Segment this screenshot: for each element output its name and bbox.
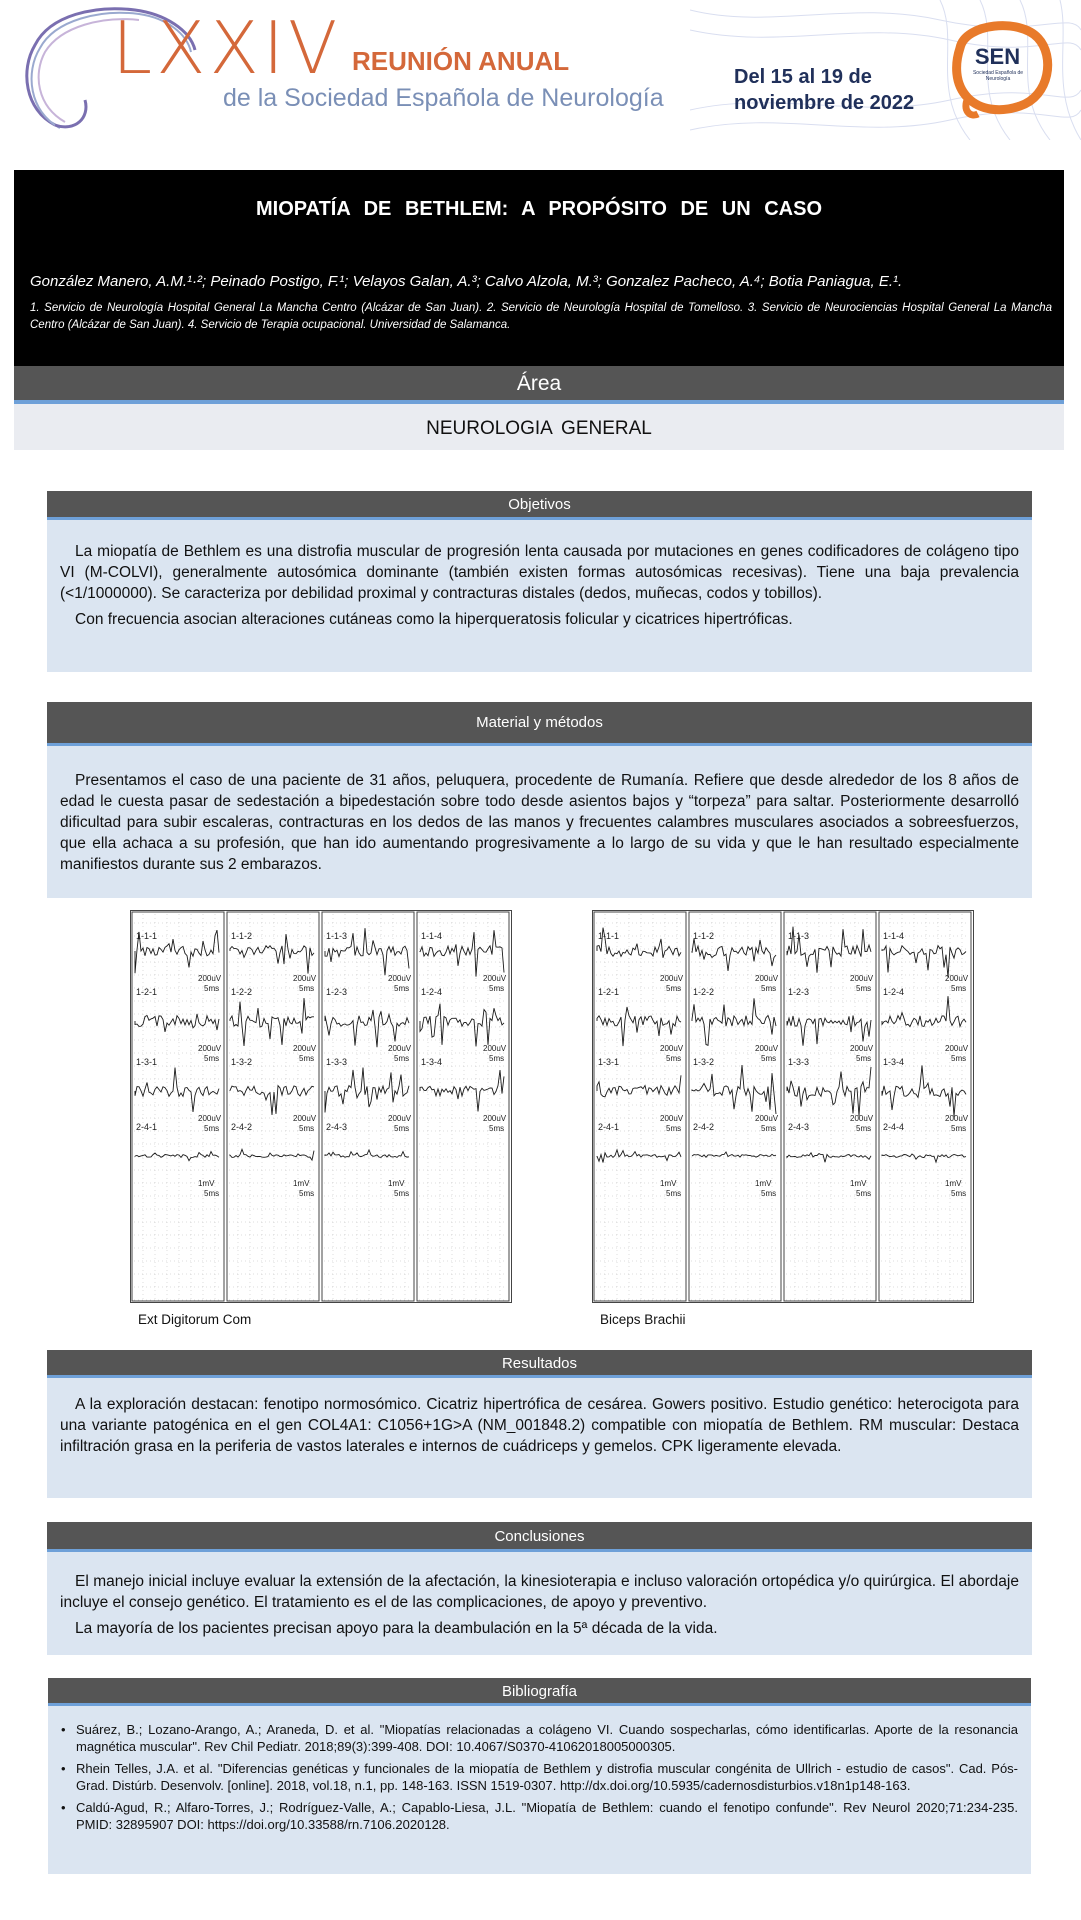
bibliography-item: • Suárez, B.; Lozano-Arango, A.; Araneda, D. et al. "Miopatías relacionadas a colágeno VI. Cuando sospecharlas, cómo identificarlas. Aporte de la resonancia magnética muscular". Rev Chil Pediatr. 2018;89(3):399-408. DOI: 10.4067/S0370-41062018005000305.: [61, 1721, 1018, 1755]
emg-scale-label: 200uV: [388, 974, 412, 983]
conference-banner: [0, 0, 1081, 140]
emg-time-label: 5ms: [204, 1189, 220, 1198]
affiliations: 1. Servicio de Neurología Hospital General La Mancha Centro (Alcázar de San Juan). 2. Servicio de Neurología Hospital de Tomelloso. 3. Servicio de Neurociencias Hospital General La Mancha Centro (Alcázar de San Juan). 4. Servicio de Terapia ocupacional. Universidad de Salamanca.: [30, 302, 1052, 331]
poster-title: MIOPATÍA DE BETHLEM: A PROPÓSITO DE UN CASO: [255, 198, 823, 220]
emg-scale-label: 200uV: [198, 1114, 222, 1123]
emg-channel-label: 1-3-2: [693, 1057, 715, 1067]
meeting-dates: [734, 64, 934, 116]
emg-scale-label: 200uV: [945, 1044, 969, 1053]
conclusiones-body: [47, 1552, 1032, 1655]
emg-channel-label: 2-4-4: [883, 1122, 905, 1132]
emg-time-label: 5ms: [394, 1189, 410, 1198]
emg-trace: [597, 1150, 681, 1163]
objetivos-body: [47, 520, 1032, 672]
emg-scale-label: 200uV: [483, 1114, 507, 1123]
emg-column-frame: [322, 912, 414, 1301]
emg-channel-label: 2-4-3: [326, 1122, 348, 1132]
material-header: Material y métodos: [47, 702, 1032, 746]
society-name: de la Sociedad Española de Neurología: [223, 84, 664, 112]
emg-channel-label: 1-2-1: [136, 987, 158, 997]
conclusiones-paragraph-2: La mayoría de los pacientes precisan apoyo para la deambulación en la 5ª década de la vida.: [75, 1620, 718, 1637]
emg-scale-label: 200uV: [660, 1044, 684, 1053]
emg-channel-label: 1-1-3: [788, 931, 810, 941]
emg-trace: [135, 1068, 219, 1113]
figure-caption-left: Ext Digitorum Com: [138, 1312, 252, 1327]
title-block: [14, 170, 1064, 366]
emg-time-label: 5ms: [951, 1054, 967, 1063]
emg-channel-label: 1-1-1: [136, 931, 158, 941]
bibliografia-body: [48, 1706, 1031, 1874]
emg-scale-label: 200uV: [388, 1114, 412, 1123]
emg-trace: [787, 1067, 871, 1116]
area-header: Área: [14, 366, 1064, 404]
resultados-body: [47, 1378, 1032, 1498]
emg-channel-label: 1-1-4: [421, 931, 443, 941]
emg-trace: [787, 1016, 871, 1046]
emg-channel-label: 2-4-1: [136, 1122, 158, 1132]
emg-channel-label: 1-1-1: [598, 931, 620, 941]
emg-trace: [135, 1152, 219, 1161]
resultados-paragraph-1: A la exploración destacan: fenotipo normosómico. Cicatriz hipertrófica de cesárea. Gowers positivo. Estudio genético: heterocigota para una variante patogénica en el gen COL4A1: C1056+1G>A (NM_001848.2) compatible con miopatía de Bethlem. RM muscular: Destaca infiltración grasa en la periferia de vastos laterales e internos de cuádriceps y gemelos. CPK ligeramente elevada.: [60, 1396, 1019, 1455]
emg-channel-label: 1-3-1: [136, 1057, 158, 1067]
emg-channel-label: 1-2-2: [231, 987, 253, 997]
emg-channel-label: 2-4-2: [231, 1122, 253, 1132]
emg-scale-label: 200uV: [755, 1114, 779, 1123]
emg-channel-label: 1-3-1: [598, 1057, 620, 1067]
emg-time-label: 5ms: [666, 1124, 682, 1133]
emg-time-label: 5ms: [299, 1189, 315, 1198]
emg-time-label: 5ms: [951, 1189, 967, 1198]
sen-logo: [940, 18, 1055, 123]
meeting-title: REUNIÓN ANUAL: [352, 46, 570, 76]
emg-time-label: 5ms: [761, 1054, 777, 1063]
emg-trace: [325, 1010, 409, 1047]
emg-column-frame: [689, 912, 781, 1301]
conclusiones-header: Conclusiones: [47, 1522, 1032, 1552]
emg-channel-label: 1-2-3: [788, 987, 810, 997]
emg-traces-ext-digitorum: [131, 911, 511, 1302]
emg-channel-label: 1-3-4: [883, 1057, 905, 1067]
emg-scale-label: 1mV: [945, 1179, 962, 1188]
emg-time-label: 5ms: [761, 1124, 777, 1133]
emg-time-label: 5ms: [299, 1124, 315, 1133]
emg-time-label: 5ms: [489, 1054, 505, 1063]
emg-scale-label: 200uV: [850, 1114, 874, 1123]
emg-time-label: 5ms: [856, 1189, 872, 1198]
emg-time-label: 5ms: [856, 1054, 872, 1063]
emg-time-label: 5ms: [204, 1054, 220, 1063]
emg-channel-label: 2-4-2: [693, 1122, 715, 1132]
emg-traces-biceps-brachii: [593, 911, 973, 1302]
emg-column-frame: [417, 912, 509, 1301]
emg-channel-label: 1-3-3: [788, 1057, 810, 1067]
emg-time-label: 5ms: [394, 1124, 410, 1133]
emg-channel-label: 1-1-3: [326, 931, 348, 941]
emg-trace: [882, 946, 966, 978]
resultados-header: Resultados: [47, 1350, 1032, 1378]
objetivos-paragraph-1: La miopatía de Bethlem es una distrofia muscular de progresión lenta causada por mutaciones en genes codificadores de colágeno tipo VI (M-COLVI), generalmente autosómica dominante (también existen formas autosómicas recesivas). Tiene una baja prevalencia (<1/1000000). Se caracteriza por debilidad proximal y contracturas distales (dedos, muñecas, codos y tobillos).: [60, 543, 1019, 602]
bibliografia-header: Bibliografía: [48, 1678, 1031, 1706]
logo-text: SEN: [974, 44, 1021, 69]
emg-scale-label: 200uV: [388, 1044, 412, 1053]
emg-trace: [692, 1065, 776, 1114]
emg-channel-label: 1-2-1: [598, 987, 620, 997]
emg-time-label: 5ms: [951, 984, 967, 993]
emg-time-label: 5ms: [394, 984, 410, 993]
authors: González Manero, A.M.¹·²; Peinado Postigo, F.¹; Velayos Galan, A.³; Calvo Alzola, M.³; Gonzalez Pacheco, A.⁴; Botia Paniagua, E.¹.: [30, 273, 903, 290]
dates-line-2: noviembre de 2022: [734, 92, 915, 114]
emg-trace: [325, 1068, 409, 1113]
emg-time-label: 5ms: [951, 1124, 967, 1133]
bibliography-list: [61, 1721, 1018, 1833]
emg-time-label: 5ms: [856, 1124, 872, 1133]
emg-time-label: 5ms: [299, 984, 315, 993]
emg-scale-label: 1mV: [198, 1179, 215, 1188]
emg-time-label: 5ms: [666, 1189, 682, 1198]
emg-time-label: 5ms: [761, 984, 777, 993]
emg-trace: [135, 1014, 219, 1032]
emg-trace: [692, 998, 776, 1045]
material-body: [47, 746, 1032, 898]
emg-scale-label: 200uV: [293, 974, 317, 983]
emg-trace: [882, 996, 966, 1027]
emg-channel-label: 1-1-4: [883, 931, 905, 941]
emg-scale-label: 200uV: [293, 1044, 317, 1053]
emg-column-frame: [594, 912, 686, 1301]
dates-line-1: Del 15 al 19 de: [734, 66, 872, 88]
emg-time-label: 5ms: [299, 1054, 315, 1063]
emg-scale-label: 200uV: [660, 1114, 684, 1123]
emg-column-frame: [784, 912, 876, 1301]
material-paragraph-1: Presentamos el caso de una paciente de 31 años, peluquera, procedente de Rumanía. Refiere que desde alrededor de los 8 años de edad le cuesta pasar de sedestación a bipedestación sobre todo desde asientos bajos y “torpeza” para saltar. Posteriormente desarrolló dificultad para subir escaleras, contracturas en los dedos de las manos y frecuentes calambres musculares asociados a sobreesfuerzos, que ella achaca a su profesión, que han ido aumentando progresivamente a lo largo de su vida y que le han resultado especialmente manifiestos durante sus 2 embarazos.: [60, 772, 1019, 873]
emg-scale-label: 200uV: [660, 974, 684, 983]
conclusiones-paragraph-1: El manejo inicial incluye evaluar la extensión de la afectación, la kinesioterapia e incluso valoración ortopédica y/o quirúrgica. El abordaje incluye el consejo genético. El tratamiento es el de las complicaciones, de apoyo y preventivo.: [60, 1573, 1019, 1611]
emg-scale-label: 200uV: [850, 1044, 874, 1053]
emg-trace: [325, 1150, 409, 1158]
emg-channel-label: 2-4-3: [788, 1122, 810, 1132]
emg-time-label: 5ms: [666, 984, 682, 993]
emg-channel-label: 1-2-3: [326, 987, 348, 997]
emg-channel-label: 1-2-2: [693, 987, 715, 997]
emg-time-label: 5ms: [204, 1124, 220, 1133]
emg-channel-label: 1-3-4: [421, 1057, 443, 1067]
emg-channel-label: 1-3-3: [326, 1057, 348, 1067]
emg-trace: [230, 998, 314, 1046]
emg-trace: [692, 938, 776, 971]
emg-trace: [787, 1153, 871, 1163]
emg-channel-label: 1-2-4: [421, 987, 443, 997]
emg-time-label: 5ms: [666, 1054, 682, 1063]
emg-scale-label: 1mV: [660, 1179, 677, 1188]
emg-channel-label: 2-4-1: [598, 1122, 620, 1132]
emg-scale-label: 200uV: [293, 1114, 317, 1123]
emg-trace: [230, 1149, 314, 1160]
emg-time-label: 5ms: [204, 984, 220, 993]
emg-channel-label: 1-1-2: [231, 931, 253, 941]
emg-trace: [230, 1086, 314, 1115]
figure-caption-right: Biceps Brachii: [600, 1312, 686, 1327]
emg-scale-label: 200uV: [850, 974, 874, 983]
emg-scale-label: 200uV: [945, 974, 969, 983]
emg-scale-label: 200uV: [198, 974, 222, 983]
bibliography-item: • Caldú-Agud, R.; Alfaro-Torres, J.; Rodríguez-Valle, A.; Capablo-Liesa, J.L. "Miopatía de Bethlem: cuando el fenotipo confunde". Rev Neurol 2020;71:234-235. PMID: 32895907 DOI: https://doi.org/10.33588/rn.7106.2020128.: [61, 1799, 1018, 1833]
emg-trace: [597, 1075, 681, 1097]
emg-scale-label: 200uV: [483, 974, 507, 983]
emg-trace: [882, 1065, 966, 1116]
emg-scale-label: 200uV: [755, 974, 779, 983]
emg-scale-label: 1mV: [388, 1179, 405, 1188]
emg-scale-label: 200uV: [483, 1044, 507, 1053]
emg-column-frame: [132, 912, 224, 1301]
emg-figure-biceps-brachii: [592, 910, 974, 1303]
emg-channel-label: 1-1-2: [693, 931, 715, 941]
emg-scale-label: 200uV: [945, 1114, 969, 1123]
emg-trace: [882, 1154, 966, 1162]
objetivos-paragraph-2: Con frecuencia asocian alteraciones cutáneas como la hiperqueratosis folicular y cicatrices hipertróficas.: [75, 611, 793, 628]
bibliography-item: • Rhein Telles, J.A. et al. "Diferencias genéticas y funcionales de la miopatía de Bethlem y distrofia muscular congénita de Ullrich - estudio de casos". Cad. Pós-Grad. Distúrb. Desenvolv. [online]. 2018, vol.18, n.1, pp. 148-163. ISSN 1519-0307. http://dx.doi.org/10.5935/cadernosdisturbios.v18n1p148-163.: [61, 1760, 1018, 1794]
emg-scale-label: 1mV: [850, 1179, 867, 1188]
emg-figure-ext-digitorum: [130, 910, 512, 1303]
logo-subtext: Sociedad Española de Neurología: [972, 70, 1024, 82]
emg-scale-label: 200uV: [755, 1044, 779, 1053]
emg-time-label: 5ms: [394, 1054, 410, 1063]
edition-number: LXXIV: [112, 6, 342, 90]
emg-time-label: 5ms: [761, 1189, 777, 1198]
emg-channel-label: 1-2-4: [883, 987, 905, 997]
emg-channel-label: 1-3-2: [231, 1057, 253, 1067]
area-value: NEUROLOGIA GENERAL: [14, 404, 1064, 450]
emg-time-label: 5ms: [856, 984, 872, 993]
emg-trace: [692, 1152, 776, 1157]
emg-time-label: 5ms: [489, 1124, 505, 1133]
emg-time-label: 5ms: [489, 984, 505, 993]
emg-scale-label: 1mV: [755, 1179, 772, 1188]
emg-scale-label: 1mV: [293, 1179, 310, 1188]
emg-scale-label: 200uV: [198, 1044, 222, 1053]
objetivos-header: Objetivos: [47, 491, 1032, 520]
